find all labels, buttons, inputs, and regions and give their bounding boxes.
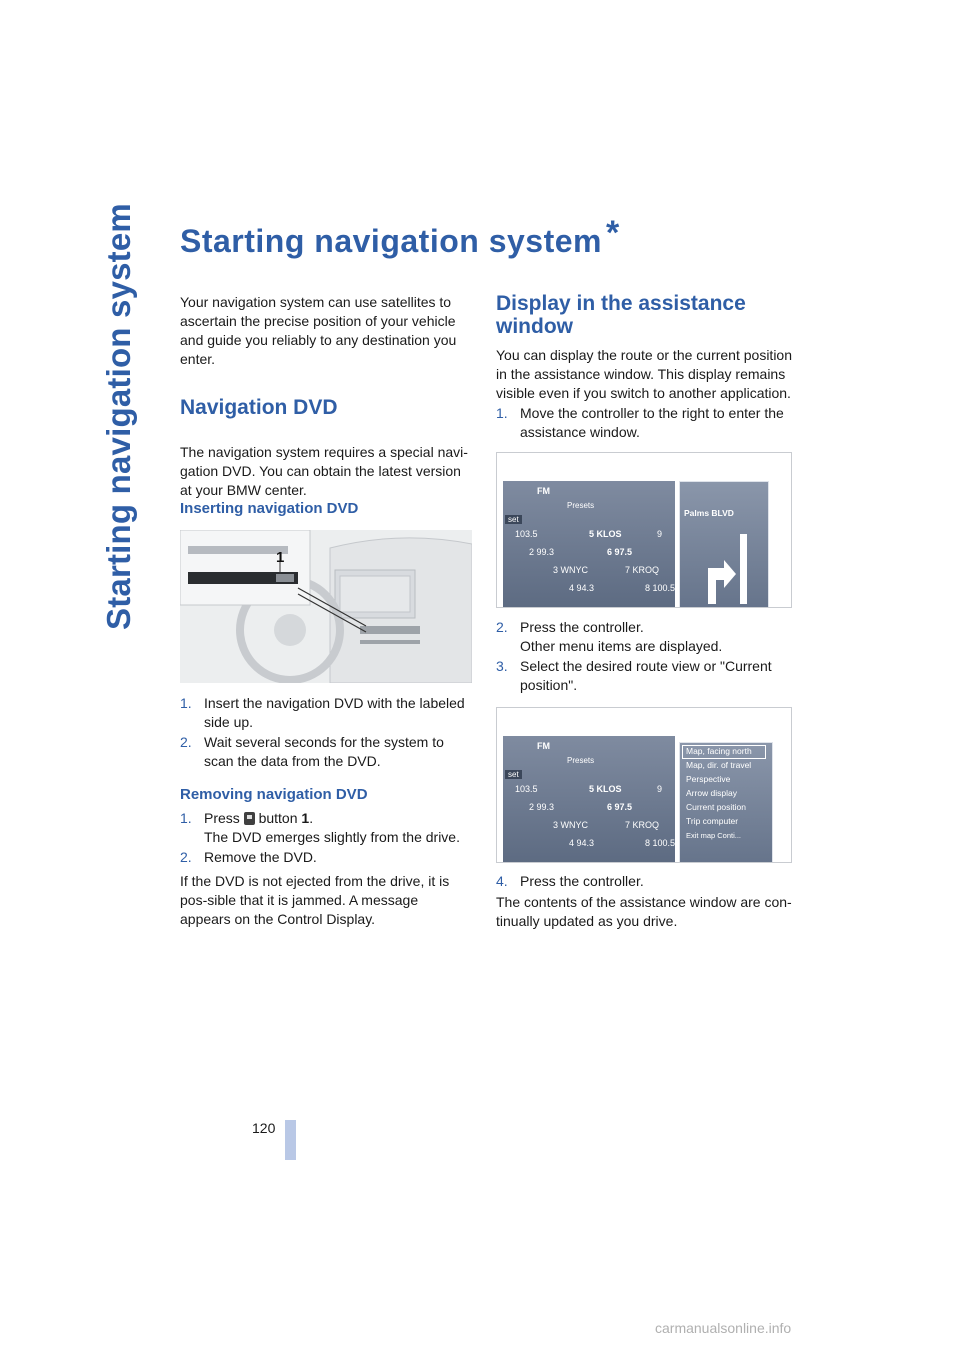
menu-item-perspective[interactable]: Perspective — [686, 774, 731, 784]
remove-step-1 — [180, 809, 470, 847]
button-word: button — [258, 810, 298, 826]
jam-note: If the DVD is not ejected from the drive, it is pos-sible that it is jammed. A message appears on the Control Display. — [180, 873, 450, 927]
button-ref: 1 — [301, 810, 310, 826]
screen1-station: 5 KLOS — [589, 529, 622, 539]
assistance-paragraph: You can display the route or the current position in the assistance window. This display remains visible even if you switch to another application. — [496, 347, 793, 401]
remove-step-2 — [180, 848, 470, 867]
nav-dvd-paragraph: The navigation system requires a special navi-gation DVD. You can obtain the latest version at your BMW center. — [180, 444, 468, 498]
step-text: Press the controller. — [520, 619, 644, 635]
assistance-outro: The contents of the assistance window are con-tinually updated as you drive. — [496, 894, 792, 929]
assistance-window — [679, 481, 769, 608]
screen2-station: 8 100.5 — [645, 838, 676, 848]
nav-dvd-heading: Navigation DVD — [180, 396, 338, 419]
menu-item-arrow-display[interactable]: Arrow display — [686, 788, 738, 798]
insert-step-2 — [180, 733, 470, 771]
page-marker-bar — [285, 1120, 296, 1160]
removing-heading: Removing navigation DVD — [180, 786, 368, 803]
screen1-set: set — [505, 515, 522, 524]
screen1-station: 103.5 — [515, 529, 538, 539]
screen2-station: 6 97.5 — [607, 802, 633, 812]
step-subtext: Other menu items are displayed. — [520, 638, 723, 654]
menu-item-map-direction[interactable]: Map, dir. of travel — [686, 760, 752, 770]
screen1-station: 7 KROQ — [625, 565, 660, 575]
screen1-station: 4 94.3 — [569, 583, 595, 593]
screen1-street: Palms BLVD — [684, 508, 734, 518]
route-view-menu-screen — [496, 707, 792, 863]
assistance-heading-line2: window — [496, 315, 573, 338]
step-number: 3. — [496, 658, 508, 674]
assist-step-4 — [496, 872, 792, 891]
page-number: 120 — [252, 1120, 276, 1136]
assistance-heading — [496, 292, 796, 338]
insert-step-1 — [180, 694, 470, 732]
assist-step-1 — [496, 404, 792, 442]
menu-item-map-north[interactable]: Map, facing north — [686, 746, 752, 756]
screen1-station: 2 99.3 — [529, 547, 555, 557]
screen1-station: 6 97.5 — [607, 547, 633, 557]
assistance-heading-line1: Display in the assistance — [496, 292, 746, 315]
step-text: Wait several seconds for the system to scan the data from the DVD. — [204, 734, 444, 769]
screen2-band: FM — [537, 741, 550, 751]
step-number: 2. — [180, 849, 192, 865]
step-number: 1. — [180, 695, 192, 711]
intro-paragraph: Your navigation system can use satellites to ascertain the precise position of your vehicle and guide you reliably to any destination you enter. — [180, 294, 457, 367]
watermark: carmanualsonline.info — [655, 1320, 792, 1336]
step-number: 2. — [496, 619, 508, 635]
step-text: Press the controller. — [520, 873, 644, 889]
turn-arrow-icon — [702, 534, 752, 604]
assist-step-2 — [496, 618, 792, 656]
assistance-window-screen — [496, 452, 792, 608]
assist-step-3 — [496, 657, 792, 695]
screen2-station: 5 KLOS — [589, 784, 622, 794]
step-number: 4. — [496, 873, 508, 889]
route-view-menu — [679, 742, 773, 863]
screen1-station: 9 — [657, 529, 663, 539]
step-text: Select the desired route view or "Current position". — [520, 658, 772, 693]
page-title — [180, 214, 620, 261]
step-number: 1. — [180, 810, 192, 826]
screen1-station: 3 WNYC — [553, 565, 589, 575]
screen2-station: 4 94.3 — [569, 838, 595, 848]
screen1-station: 8 100.5 — [645, 583, 676, 593]
page-title-text: Starting navigation system — [180, 223, 602, 259]
screen2-presets: Presets — [567, 756, 595, 765]
inserting-heading: Inserting navigation DVD — [180, 500, 359, 517]
menu-bottom-text: Exit map Conti... — [686, 831, 742, 840]
step-text: Insert the navigation DVD with the labeled side up. — [204, 695, 465, 730]
screen2-set: set — [505, 770, 522, 779]
screen2-station: 3 WNYC — [553, 820, 589, 830]
step-number: 1. — [496, 405, 508, 421]
eject-button-icon — [244, 812, 255, 825]
step-text: Move the controller to the right to enter the assistance window. — [520, 405, 784, 440]
screen2-station: 2 99.3 — [529, 802, 555, 812]
menu-item-trip-computer[interactable]: Trip computer — [686, 816, 739, 826]
screen1-presets: Presets — [567, 501, 595, 510]
ref-dot: . — [309, 810, 314, 826]
side-tab — [88, 203, 158, 630]
press-word: Press — [204, 810, 240, 826]
dashboard-illustration — [180, 530, 472, 683]
screen2-station: 7 KROQ — [625, 820, 660, 830]
dvd-drive-figure — [180, 530, 472, 683]
title-star: * — [605, 214, 620, 252]
side-tab-label: Starting navigation system — [100, 203, 137, 630]
figure-callout-1: 1 — [276, 549, 285, 566]
menu-item-current-position[interactable]: Current position — [686, 802, 747, 812]
step-subtext: The DVD emerges slightly from the drive. — [204, 829, 460, 845]
step-text: Remove the DVD. — [204, 849, 317, 865]
step-number: 2. — [180, 734, 192, 750]
screen2-station: 103.5 — [515, 784, 538, 794]
screen2-station: 9 — [657, 784, 663, 794]
screen1-band: FM — [537, 486, 550, 496]
